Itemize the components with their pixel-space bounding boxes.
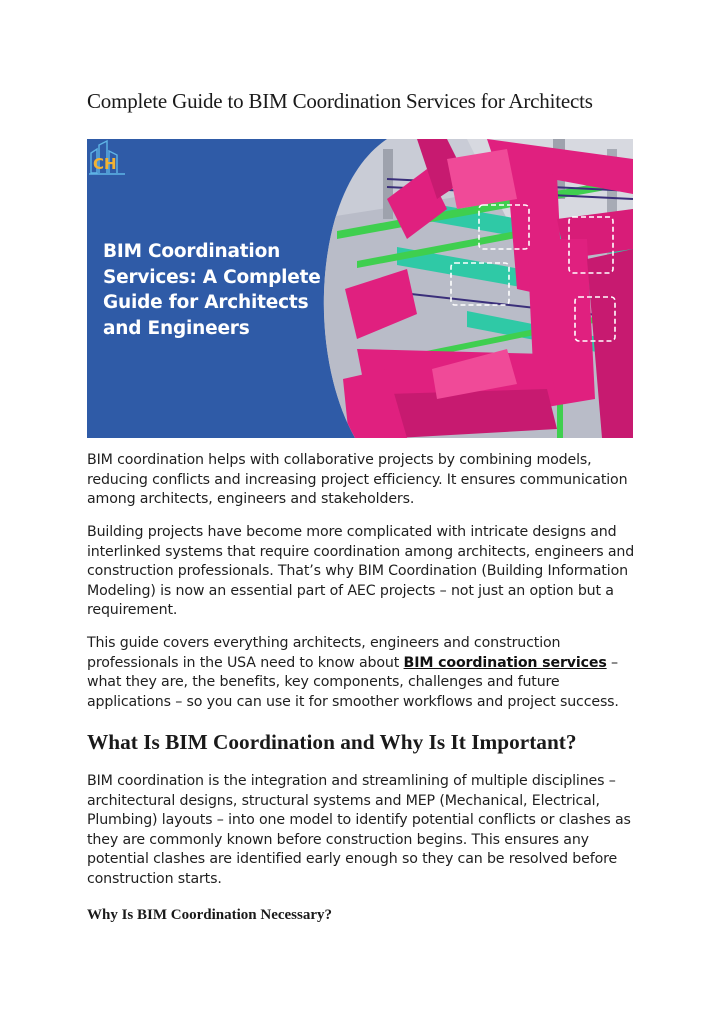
svg-text:CH: CH <box>93 155 117 173</box>
section-heading: What Is BIM Coordination and Why Is It Important? <box>87 730 577 754</box>
hero-heading-line: Guide for Architects <box>103 292 309 313</box>
guide-text-before: This guide covers everything architects, engineers and construction professionals in the USA need to know about <box>87 635 561 671</box>
hero-heading <box>103 239 343 341</box>
hero-heading-line: and Engineers <box>103 317 250 339</box>
guide-text-after: – what they are, the benefits, key components, challenges and future applications – so you can use it for smoother workflows and project success. <box>87 654 619 710</box>
document-title: Complete Guide to BIM Coordination Services for Architects <box>87 89 593 113</box>
company-logo-icon <box>87 139 129 181</box>
hero-heading-line: BIM Coordination <box>103 241 281 262</box>
hero-heading-line: Services: A Complete <box>103 266 321 288</box>
subsection-heading: Why Is BIM Coordination Necessary? <box>87 907 333 923</box>
bim-coordination-services-link[interactable]: BIM coordination services <box>403 654 607 671</box>
intro-paragraph: BIM coordination helps with collaborative projects by combining models, reducing conflicts and increasing project efficiency. It ensures communication among architects, engineers and stakeholders. <box>87 452 628 508</box>
guide-paragraph <box>87 634 647 712</box>
hero-banner-image <box>87 139 633 438</box>
section-paragraph: BIM coordination is the integration and streamlining of multiple disciplines – architectural designs, structural systems and MEP (Mechanical, Electrical, Plumbing) layouts – into one model to identify potential conflicts or clashes as they are commonly known before construction begins. This ensures any potential clashes are identified early enough so they can be resolved before construction starts. <box>87 773 631 887</box>
context-paragraph: Building projects have become more complicated with intricate designs and interlinked systems that require coordination among architects, engineers and construction professionals. That’s why BIM Coordination (Building Information Modeling) is now an essential part of AEC projects – not just an option but a requirement. <box>87 524 635 619</box>
